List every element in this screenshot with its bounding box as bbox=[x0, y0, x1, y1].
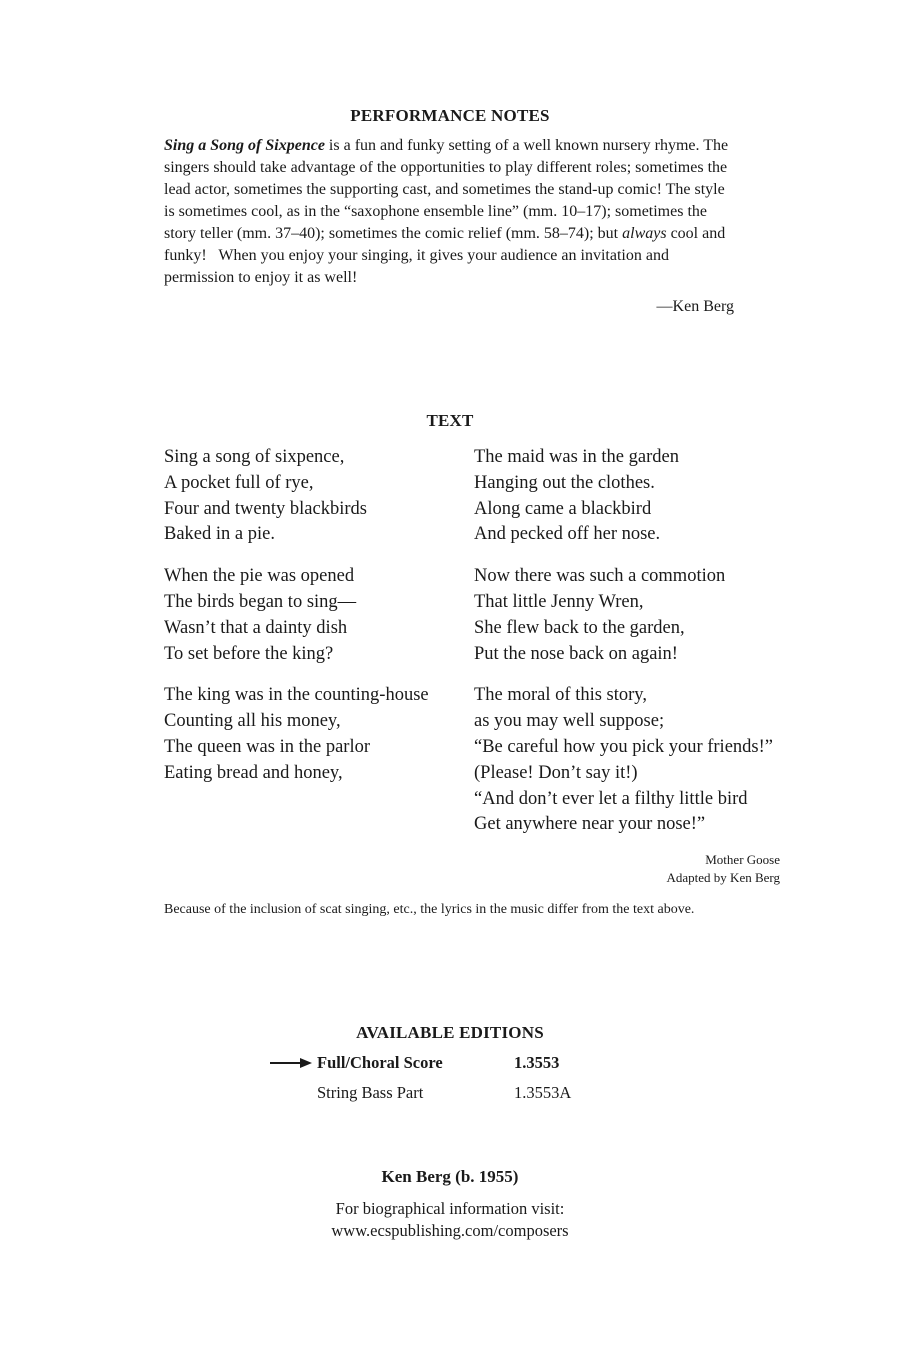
edition-row bbox=[270, 1050, 590, 1080]
performance-notes-heading: PERFORMANCE NOTES bbox=[350, 106, 550, 125]
lyric-line: The maid was in the garden bbox=[474, 447, 679, 467]
lyric-line: “And don’t ever let a filthy little bird bbox=[474, 788, 748, 809]
notes-emphasis: always bbox=[622, 225, 667, 242]
stanza bbox=[164, 683, 464, 786]
lyric-line: And pecked off her nose. bbox=[474, 524, 661, 545]
lyric-line: That little Jenny Wren, bbox=[474, 591, 644, 612]
lyric-line: The moral of this story, bbox=[474, 685, 647, 706]
composer-name: Ken Berg (b. 1955) bbox=[381, 1167, 519, 1186]
edition-name: String Bass Part bbox=[317, 1083, 424, 1102]
editions-heading: AVAILABLE EDITIONS bbox=[356, 1023, 544, 1042]
lyric-line: Get anywhere near your nose!” bbox=[474, 814, 706, 835]
lyric-line: Eating bread and honey, bbox=[164, 762, 343, 783]
attribution-source: Mother Goose bbox=[705, 852, 780, 867]
lyrics-left-column bbox=[164, 445, 464, 803]
stanza bbox=[164, 445, 464, 548]
lyric-line: When the pie was opened bbox=[164, 566, 355, 587]
notes-text-1: is a fun and funky setting of a well known nursery rhyme. The singers should take advantage of the opportunities to play different roles; sometimes the lead actor, sometimes the supporting cast, and sometimes the stand-up comic! The style is sometimes cool, as in the “saxophone ensemble line” (mm. 10–17); sometimes the story teller (mm. 37–40); sometimes the comic relief (mm. 58–74); but bbox=[164, 137, 729, 242]
lyrics-right-column bbox=[474, 445, 804, 854]
lyric-line: The king was in the counting-house bbox=[164, 685, 429, 706]
lyric-line: Counting all his money, bbox=[164, 711, 341, 732]
stanza bbox=[474, 564, 804, 667]
edition-number: 1.3553 bbox=[514, 1053, 560, 1072]
stanza bbox=[474, 683, 804, 838]
lyric-line: Put the nose back on again! bbox=[474, 643, 678, 664]
edition-name: Full/Choral Score bbox=[317, 1053, 443, 1072]
composer-bio bbox=[0, 1198, 900, 1242]
scat-note: Because of the inclusion of scat singing, etc., the lyrics in the music differ from the text above. bbox=[164, 902, 695, 917]
lyric-line: Sing a song of sixpence, bbox=[164, 447, 345, 467]
lyric-line: To set before the king? bbox=[164, 643, 334, 664]
piece-title: Sing a Song of Sixpence bbox=[164, 137, 325, 154]
lyric-line: Along came a blackbird bbox=[474, 498, 652, 519]
arrow-right-icon bbox=[270, 1057, 312, 1069]
bio-url: www.ecspublishing.com/composers bbox=[331, 1221, 569, 1240]
edition-row bbox=[270, 1080, 590, 1110]
editions-list bbox=[270, 1050, 590, 1110]
edition-number: 1.3553A bbox=[514, 1083, 572, 1102]
stanza bbox=[474, 445, 804, 548]
lyric-line: “Be careful how you pick your friends!” bbox=[474, 736, 773, 757]
lyric-line: Now there was such a commotion bbox=[474, 566, 726, 587]
performance-notes-paragraph bbox=[164, 135, 739, 289]
text-heading: TEXT bbox=[426, 411, 474, 430]
lyric-line: Hanging out the clothes. bbox=[474, 472, 655, 493]
lyric-line: A pocket full of rye, bbox=[164, 472, 314, 493]
lyric-line: (Please! Don’t say it!) bbox=[474, 762, 638, 783]
lyric-line: She flew back to the garden, bbox=[474, 617, 685, 638]
notes-text-2: cool and funky! When you enjoy your singing, it gives your audience an invitation and permission to enjoy it as well! bbox=[164, 225, 726, 286]
lyrics-attribution bbox=[560, 851, 780, 887]
lyric-line: The queen was in the parlor bbox=[164, 736, 370, 757]
bio-line: For biographical information visit: bbox=[335, 1199, 565, 1218]
lyric-line: as you may well suppose; bbox=[474, 711, 665, 732]
lyric-line: Baked in a pie. bbox=[164, 524, 275, 545]
lyric-line: The birds began to sing— bbox=[164, 591, 357, 612]
lyric-line: Four and twenty blackbirds bbox=[164, 498, 367, 519]
attribution-adapter: Adapted by Ken Berg bbox=[666, 870, 780, 885]
notes-signature: —Ken Berg bbox=[656, 298, 734, 315]
lyric-line: Wasn’t that a dainty dish bbox=[164, 617, 348, 638]
stanza bbox=[164, 564, 464, 667]
